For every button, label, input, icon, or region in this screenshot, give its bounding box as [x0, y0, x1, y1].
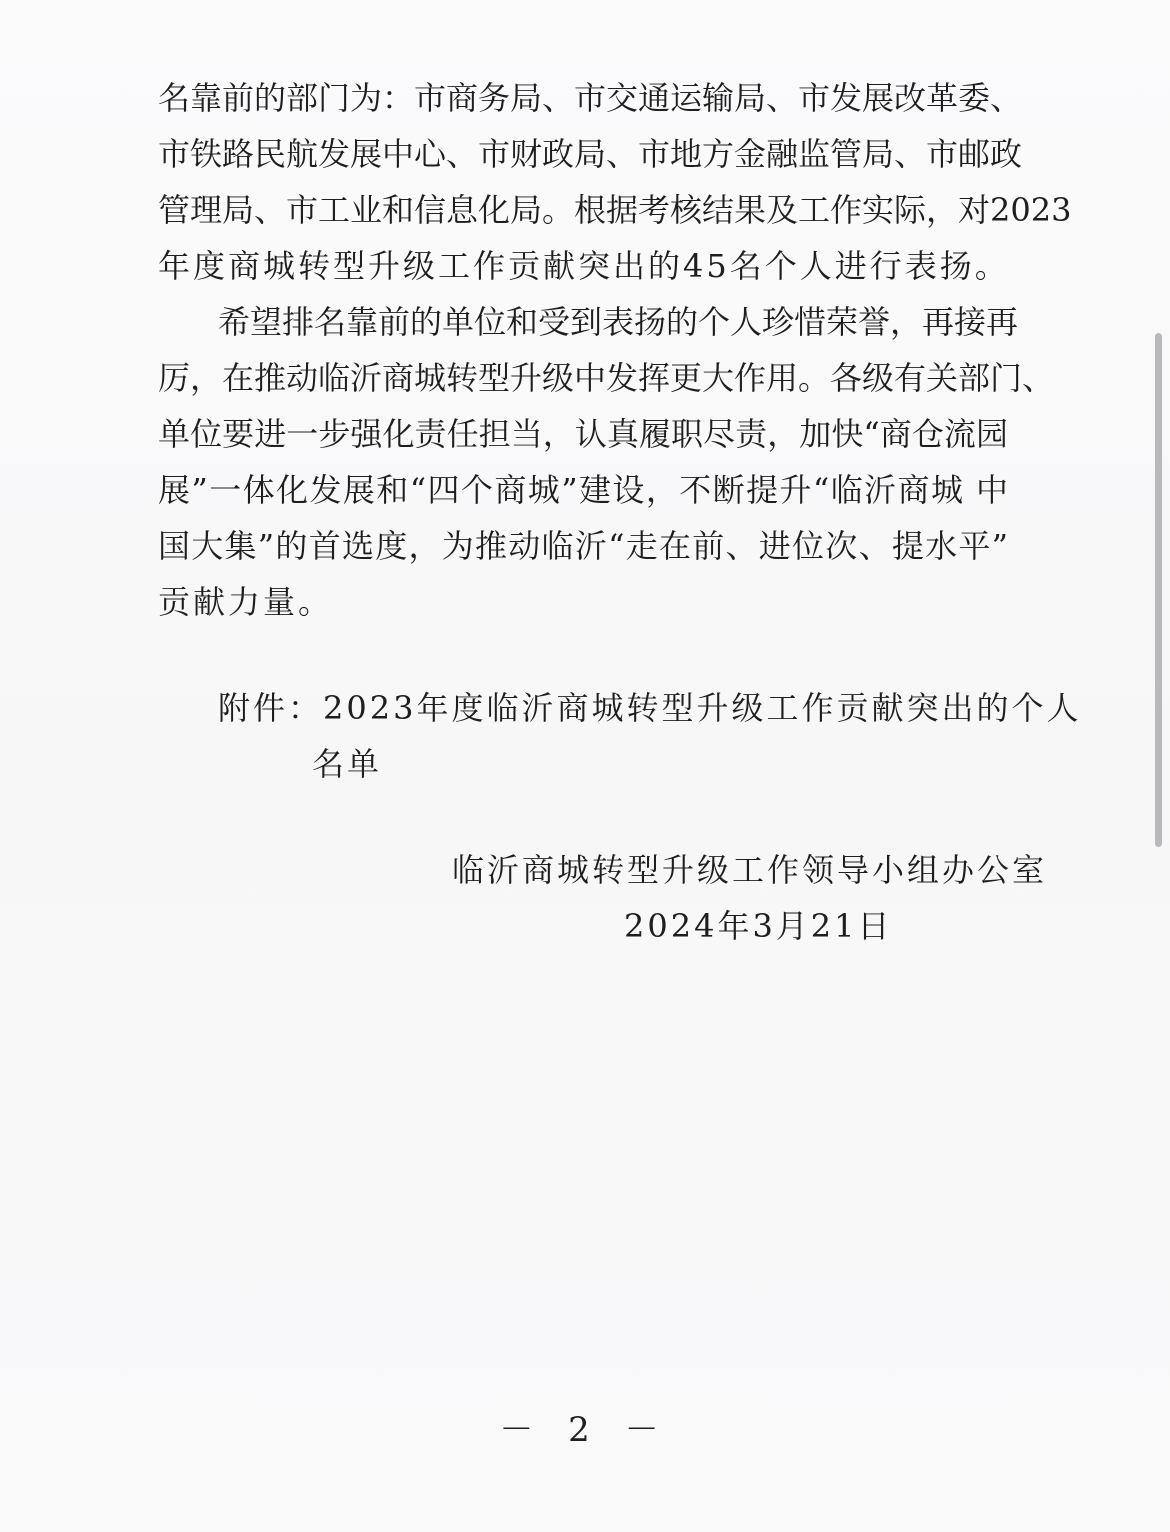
body-line-2: 市铁路民航发展中心、市财政局、市地方金融监管局、市邮政 — [158, 135, 1023, 173]
signature-date: 2024年3月21日 — [624, 907, 893, 945]
attachment-line-1: 附件：2023年度临沂商城转型升级工作贡献突出的个人 — [218, 689, 1082, 727]
body-line-3: 管理局、市工业和信息化局。根据考核结果及工作实际，对2023 — [158, 191, 1072, 229]
body-line-4: 年度商城转型升级工作贡献突出的45名个人进行表扬。 — [158, 247, 1010, 285]
body-line-7: 单位要进一步强化责任担当，认真履职尽责，加快“商仓流园 — [158, 415, 1008, 453]
body-line-5: 希望排名靠前的单位和受到表扬的个人珍惜荣誉，再接再 — [218, 303, 1019, 341]
body-line-10: 贡献力量。 — [158, 583, 334, 621]
body-line-6: 厉，在推动临沂商城转型升级中发挥更大作用。各级有关部门、 — [158, 359, 1055, 397]
body-line-9: 国大集”的首选度，为推动临沂“走在前、进位次、提水平” — [158, 527, 1008, 565]
page-number: － 2 － — [499, 1410, 671, 1450]
body-line-8: 展”一体化发展和“四个商城”建设，不断提升“临沂商城 中 — [158, 471, 1008, 509]
vertical-scrollbar[interactable] — [1155, 333, 1162, 847]
signature-organization: 临沂商城转型升级工作领导小组办公室 — [452, 851, 1048, 889]
attachment-line-2: 名单 — [312, 745, 383, 783]
body-line-1: 名靠前的部门为：市商务局、市交通运输局、市发展改革委、 — [158, 79, 1023, 117]
